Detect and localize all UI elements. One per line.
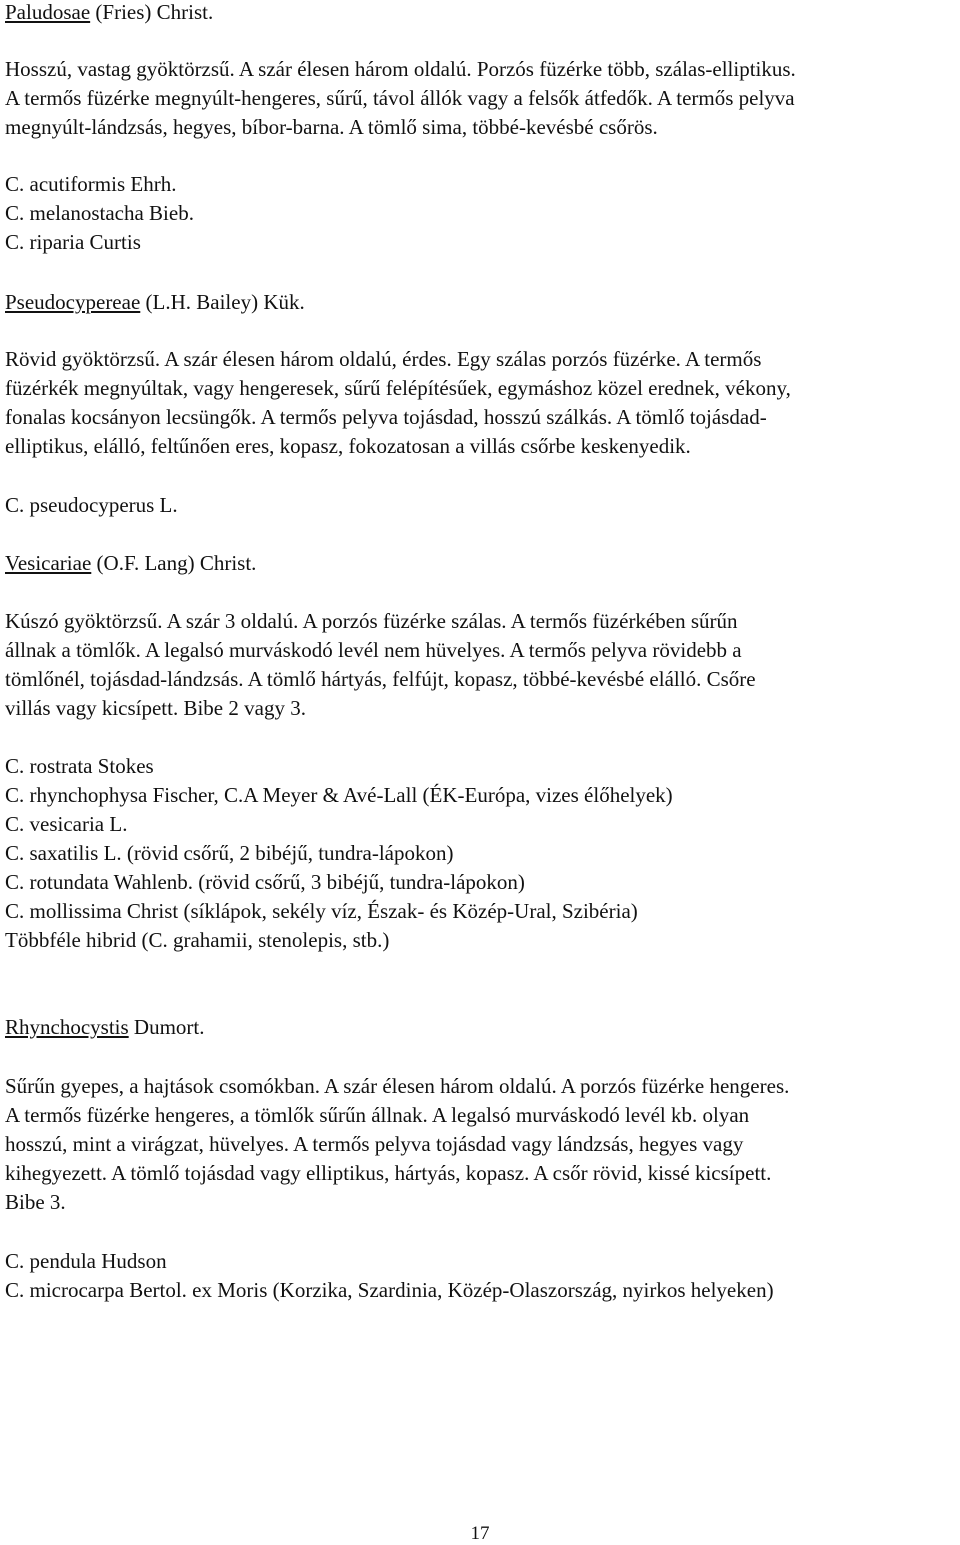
- section-heading: [5, 0, 213, 24]
- description-line: megnyúlt-lándzsás, hegyes, bíbor-barna. A tömlő sima, többé-kevésbé csőrös.: [5, 115, 658, 139]
- description-line: állnak a tömlők. A legalsó murváskodó levél nem hüvelyes. A termős pelyva rövidebb a: [5, 638, 742, 662]
- species-line: C. acutiformis Ehrh.: [5, 172, 177, 196]
- section-name: Vesicariae: [5, 551, 92, 575]
- species-line: C. pendula Hudson: [5, 1249, 167, 1273]
- section-heading: [5, 1015, 205, 1039]
- description-line: A termős füzérke megnyúlt-hengeres, sűrű, távol állók vagy a felsők átfedők. A termős pelyva: [5, 86, 795, 110]
- section-author: Dumort.: [128, 1015, 205, 1039]
- description-line: hosszú, mint a virágzat, hüvelyes. A termős pelyva tojásdad vagy lándzsás, hegyes vagy: [5, 1132, 744, 1156]
- description-line: Rövid gyöktörzsű. A szár élesen három oldalú, érdes. Egy szálas porzós füzérke. A termős: [5, 347, 762, 371]
- species-line: C. melanostacha Bieb.: [5, 201, 194, 225]
- species-line: C. microcarpa Bertol. ex Moris (Korzika, Szardinia, Közép-Olaszország, nyirkos helyeken): [5, 1278, 774, 1302]
- species-line: C. riparia Curtis: [5, 230, 141, 254]
- section-name: Pseudocypereae: [5, 290, 141, 314]
- description-line: elliptikus, elálló, feltűnően eres, kopasz, fokozatosan a villás csőrbe keskenyedik.: [5, 434, 691, 458]
- description-line: A termős füzérke hengeres, a tömlők sűrűn állnak. A legalsó murváskodó levél kb. olyan: [5, 1103, 750, 1127]
- section-heading: [5, 551, 256, 575]
- description-line: Kúszó gyöktörzsű. A szár 3 oldalú. A porzós füzérke szálas. A termős füzérkében sűrűn: [5, 609, 738, 633]
- description-line: füzérkék megnyúltak, vagy hengeresek, sűrű felépítésűek, egymáshoz közel erednek, vékony,: [5, 376, 791, 400]
- section-heading: [5, 290, 305, 314]
- description-line: tömlőnél, tojásdad-lándzsás. A tömlő hártyás, felfújt, kopasz, többé-kevésbé elálló. Csőre: [5, 667, 756, 691]
- species-line: C. pseudocyperus L.: [5, 493, 178, 517]
- section-name: Paludosae: [5, 0, 91, 24]
- section-name: Rhynchocystis: [5, 1015, 129, 1039]
- description-line: Hosszú, vastag gyöktörzsű. A szár élesen három oldalú. Porzós füzérke több, szálas-elliptikus.: [5, 57, 796, 81]
- species-line: C. rhynchophysa Fischer, C.A Meyer & Avé-Lall (ÉK-Európa, vizes élőhelyek): [5, 783, 673, 807]
- description-line: villás vagy kicsípett. Bibe 2 vagy 3.: [5, 696, 306, 720]
- species-line: C. mollissima Christ (síklápok, sekély víz, Észak- és Közép-Ural, Szibéria): [5, 899, 638, 923]
- description-line: Sűrűn gyepes, a hajtások csomókban. A szár élesen három oldalú. A porzós füzérke hengeres.: [5, 1074, 790, 1098]
- page-number: 17: [470, 1523, 490, 1544]
- description-line: kihegyezett. A tömlő tojásdad vagy elliptikus, hártyás, kopasz. A csőr rövid, kissé kicsípett.: [5, 1161, 772, 1185]
- section-author: (O.F. Lang) Christ.: [91, 551, 257, 575]
- section-author: (L.H. Bailey) Kük.: [140, 290, 305, 314]
- species-line: C. rostrata Stokes: [5, 754, 154, 778]
- species-line: C. rotundata Wahlenb. (rövid csőrű, 3 bibéjű, tundra-lápokon): [5, 870, 525, 894]
- description-line: fonalas kocsányon lecsüngők. A termős pelyva tojásdad, hosszú szálkás. A tömlő tojásdad-: [5, 405, 767, 429]
- section-author: (Fries) Christ.: [90, 0, 214, 24]
- species-line: C. vesicaria L.: [5, 812, 128, 836]
- species-line: Többféle hibrid (C. grahamii, stenolepis, stb.): [5, 928, 390, 952]
- species-line: C. saxatilis L. (rövid csőrű, 2 bibéjű, tundra-lápokon): [5, 841, 454, 865]
- description-line: Bibe 3.: [5, 1190, 66, 1214]
